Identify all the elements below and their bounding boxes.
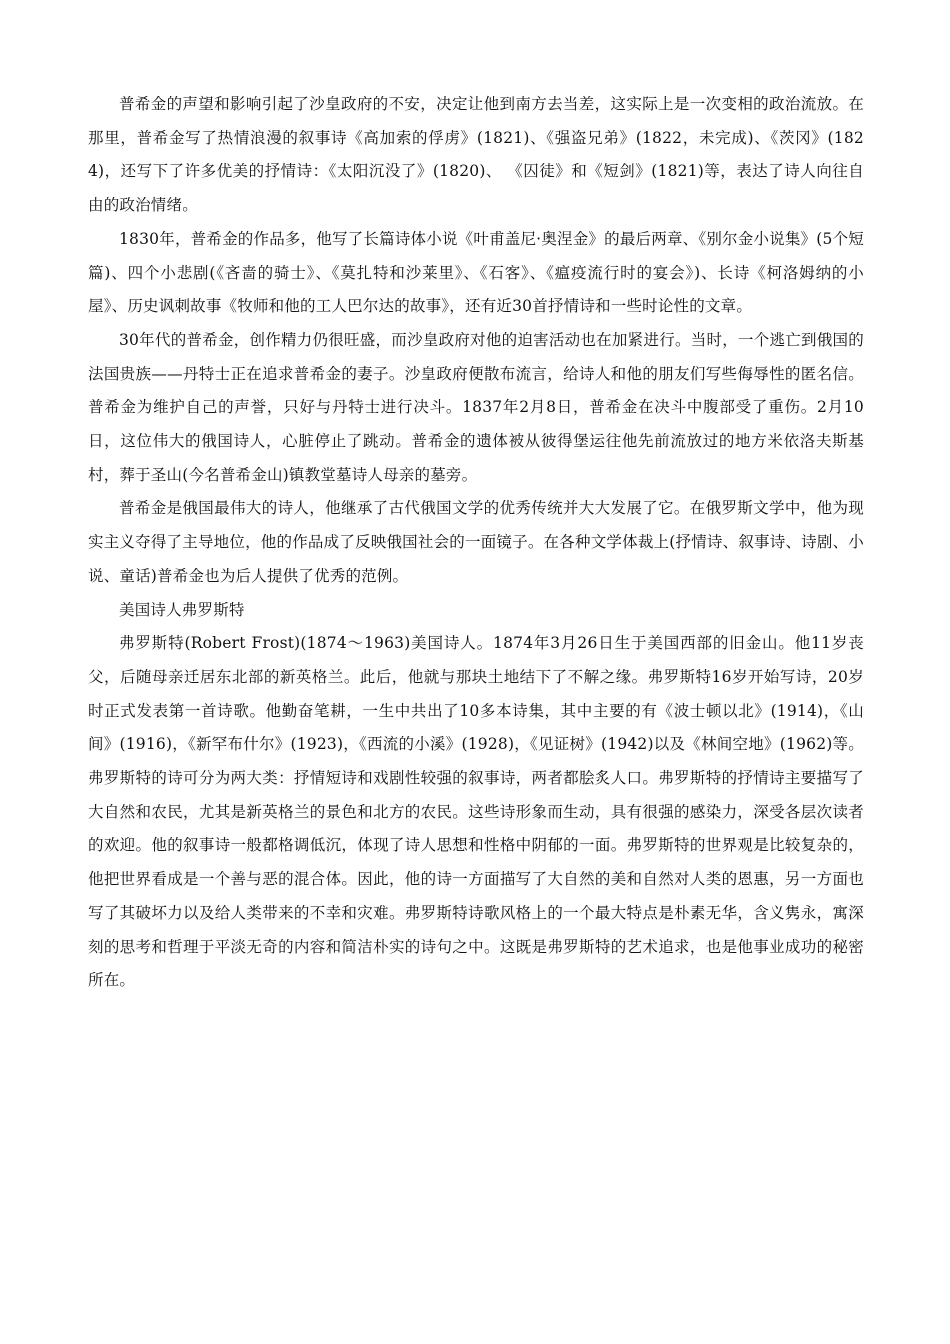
paragraph-pushkin-duel: 30年代的普希金，创作精力仍很旺盛，而沙皇政府对他的迫害活动也在加紧进行。当时，一个逃亡到俄国的法国贵族——丹特士正在追求普希金的妻子。沙皇政府便散布流言，给诗人和他的朋友们写些侮辱性的匿名信。普希金为维护自己的声誉，只好与丹特士进行决斗。1837年2月8日，普希金在决斗中腹部受了重伤。2月10日，这位伟大的俄国诗人，心脏停止了跳动。普希金的遗体被从彼得堡运往他先前流放过的地方米依洛夫斯基村，葬于圣山(今名普希金山)镇教堂墓诗人母亲的墓旁。 xyxy=(88,330,864,484)
document-body xyxy=(88,88,864,998)
section-heading-frost: 美国诗人弗罗斯特 xyxy=(119,600,245,619)
paragraph-frost-biography: 弗罗斯特(Robert Frost)(1874～1963)美国诗人。1874年3月26日生于美国西部的旧金山。他11岁丧父，后随母亲迁居东北部的新英格兰。此后，他就与那块土地结下了不解之缘。弗罗斯特16岁开始写诗，20岁时正式发表第一首诗歌。他勤奋笔耕，一生中共出了10多本诗集，其中主要的有《波士顿以北》(1914)，《山间》(1916)，《新罕布什尔》(1923)，《西流的小溪》(1928)，《见证树》(1942)以及《林间空地》(1962)等。弗罗斯特的诗可分为两大类：抒情短诗和戏剧性较强的叙事诗，两者都脍炙人口。弗罗斯特的抒情诗主要描写了大自然和农民，尤其是新英格兰的景色和北方的农民。这些诗形象而生动，具有很强的感染力，深受各层次读者的欢迎。他的叙事诗一般都格调低沉，体现了诗人思想和性格中阴郁的一面。弗罗斯特的世界观是比较复杂的，他把世界看成是一个善与恶的混合体。因此，他的诗一方面描写了大自然的美和自然对人类的恩惠，另一方面也写了其破坏力以及给人类带来的不幸和灾难。弗罗斯特诗歌风格上的一个最大特点是朴素无华，含义隽永，寓深刻的思考和哲理于平淡无奇的内容和简洁朴实的诗句之中。这既是弗罗斯特的艺术追求，也是他事业成功的秘密所在。 xyxy=(88,634,864,990)
paragraph-pushkin-legacy: 普希金是俄国最伟大的诗人，他继承了古代俄国文学的优秀传统并大大发展了它。在俄罗斯文学中，他为现实主义夺得了主导地位，他的作品成了反映俄国社会的一面镜子。在各种文学体裁上(抒情诗、叙事诗、诗剧、小说、童话)普希金也为后人提供了优秀的范例。 xyxy=(88,499,864,585)
paragraph-pushkin-exile: 普希金的声望和影响引起了沙皇政府的不安，决定让他到南方去当差，这实际上是一次变相的政治流放。在那里，普希金写了热情浪漫的叙事诗《高加索的俘虏》(1821)、《强盗兄弟》(1822，未完成)、《茨冈》(1824)，还写下了许多优美的抒情诗：《太阳沉没了》(1820)、 《囚徒》和《短剑》(1821)等，表达了诗人向往自由的政治情绪。 xyxy=(88,95,864,215)
paragraph-pushkin-1830: 1830年，普希金的作品多，他写了长篇诗体小说《叶甫盖尼·奥涅金》的最后两章、《别尔金小说集》(5个短篇)、四个小悲剧(《吝啬的骑士》、《莫扎特和沙莱里》、《石客》、《瘟疫流行时的宴会》)、长诗《柯洛姆纳的小屋》、历史讽刺故事《牧师和他的工人巴尔达的故事》，还有近30首抒情诗和一些时论性的文章。 xyxy=(88,229,864,316)
